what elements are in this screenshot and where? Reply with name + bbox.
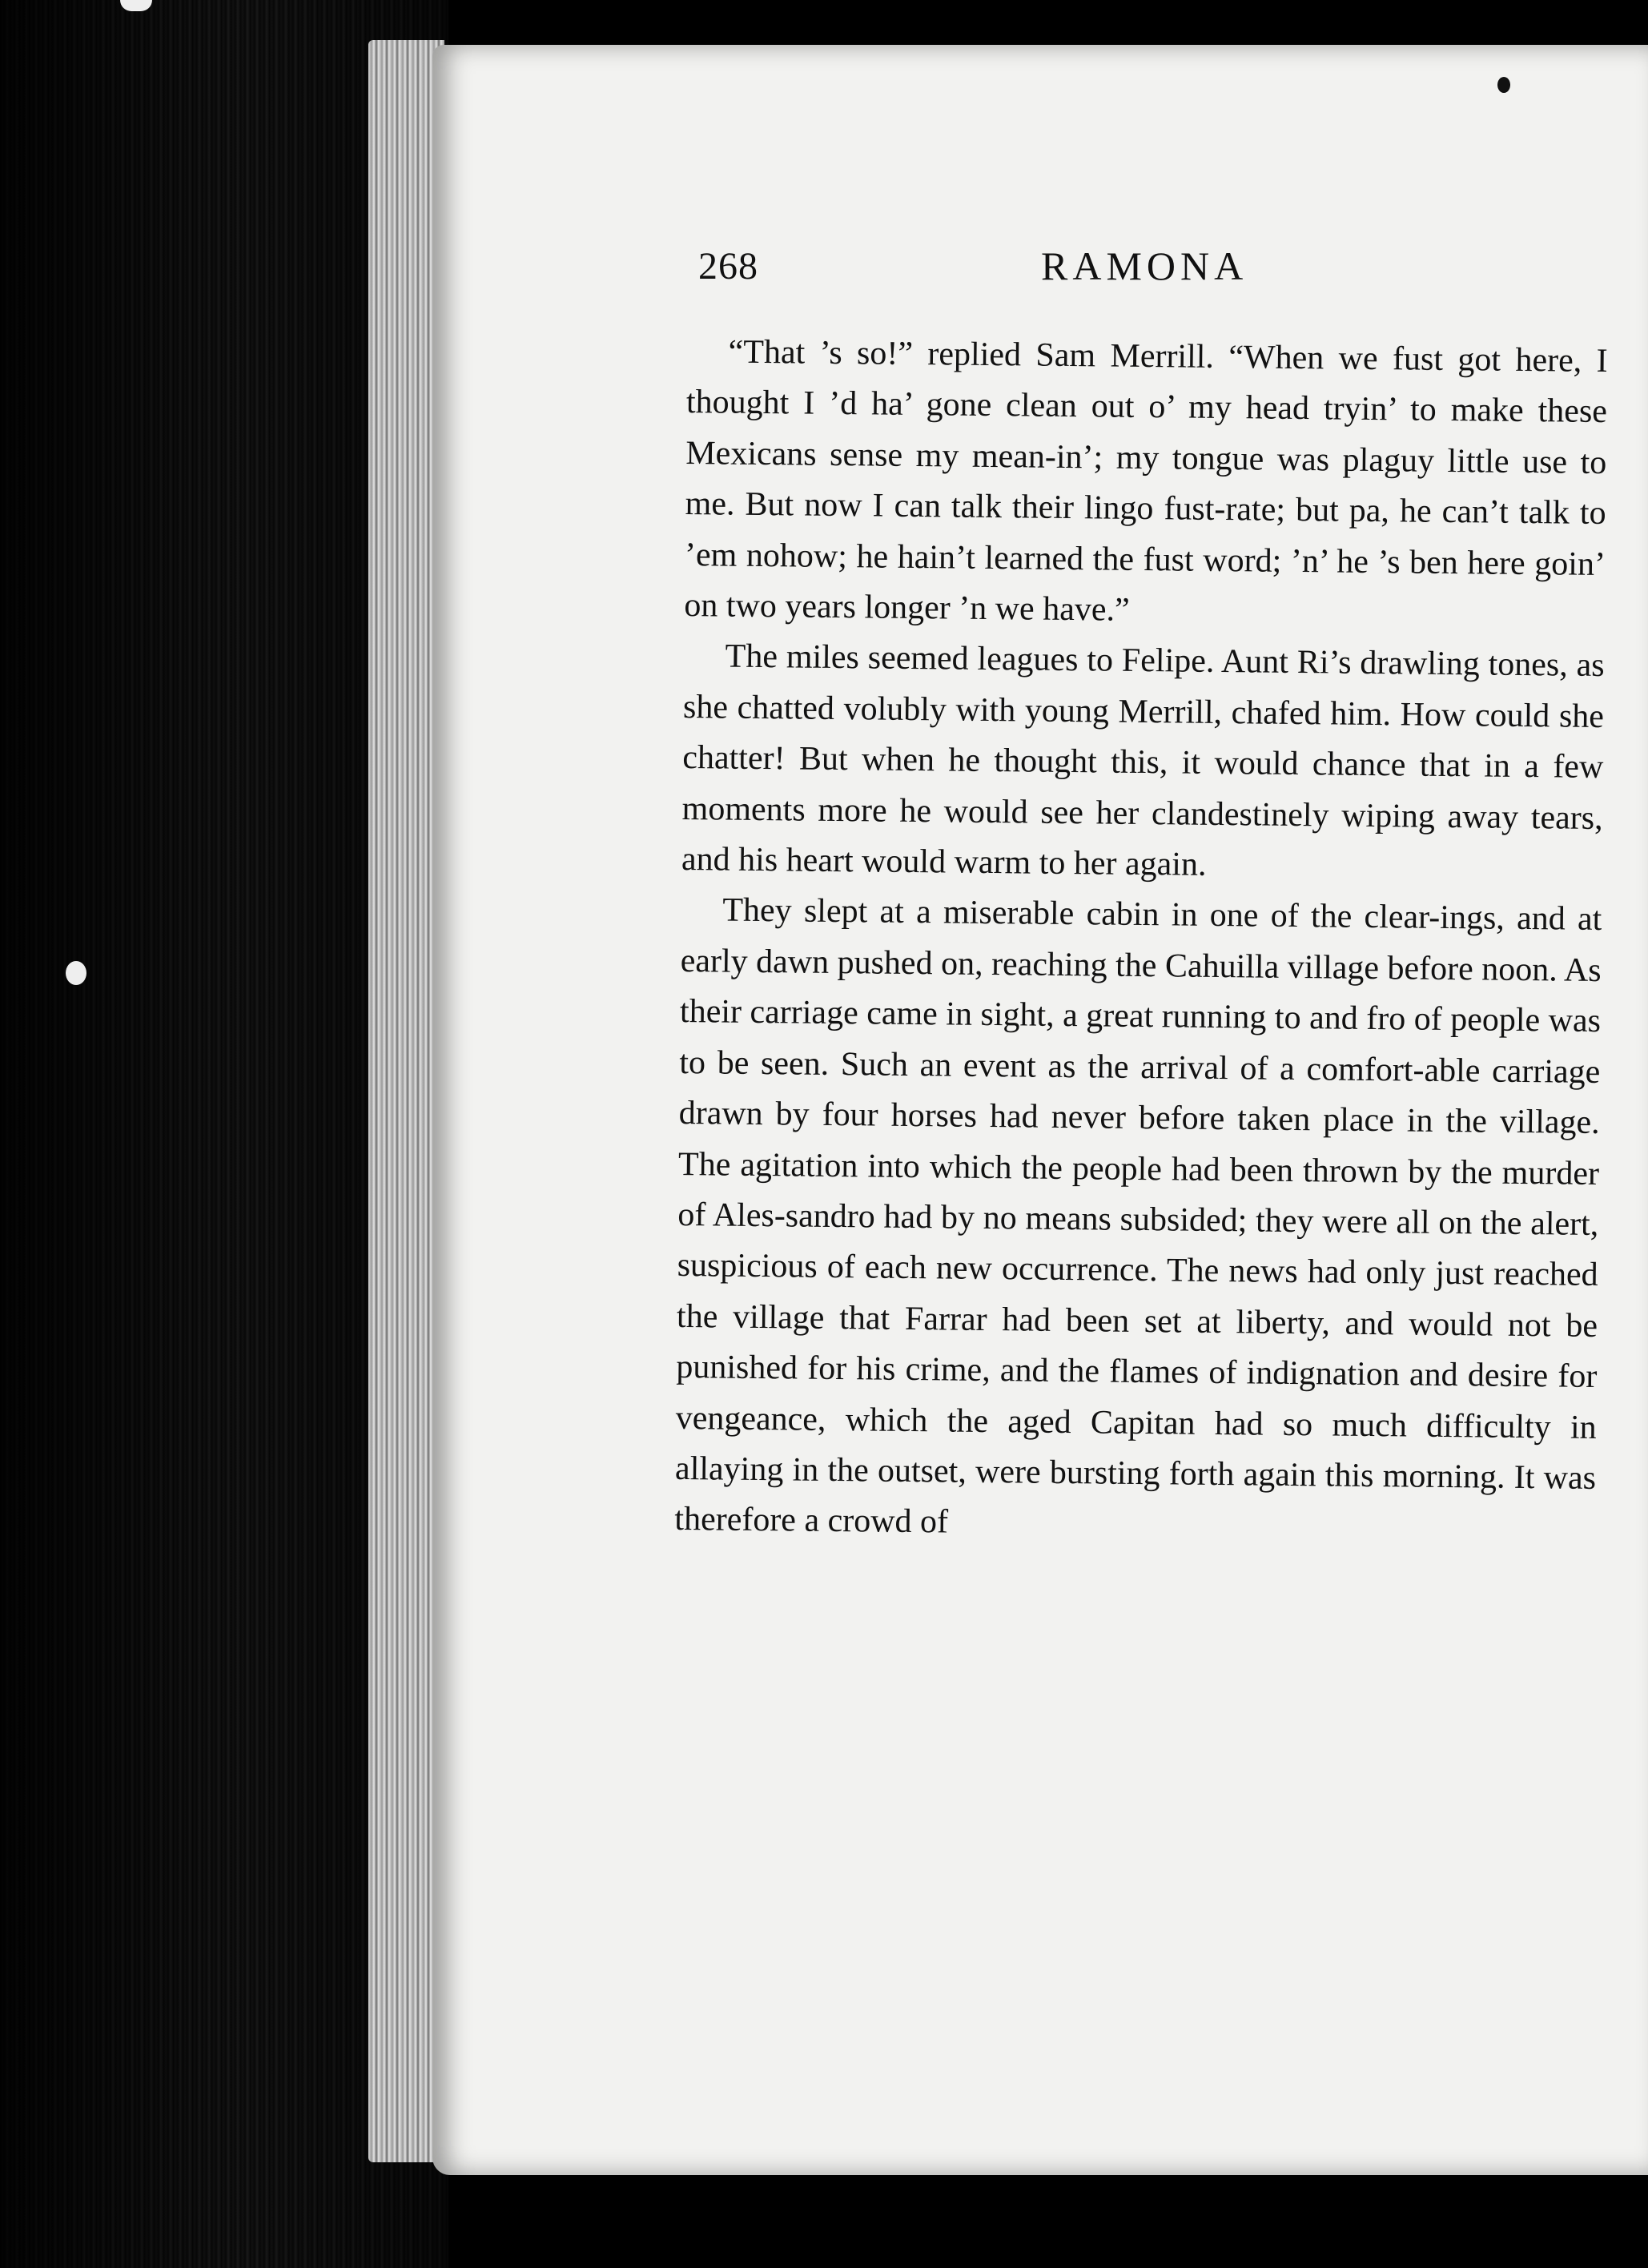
- running-title: RAMONA: [1041, 243, 1248, 288]
- page-number: 268: [698, 245, 758, 288]
- paragraph: “That ’s so!” replied Sam Merrill. “When we fust got here, I thought I ’d ha’ gone clean out o’ my head tryin’ to make these Mexicans sense my mean-in’; my tongue was plaguy little use to me. But now I can talk their lingo fust-rate; but pa, he can’t talk to ’em nohow; he hain’t learned the fust word; ’n’ he ’s ben here goin’ on two years longer ’n we have.”: [684, 333, 1608, 629]
- paragraph: They slept at a miserable cabin in one of the clear-ings, and at early dawn pushed on, reaching the Cahuilla village before noon. As their carriage came in sight, a great running to and fro of people was to be seen. Such an event as the arrival of a comfort-able carriage drawn by four horses had never before taken place in the village. The agitation into which the people had been thrown by the murder of Ales-sandro had by no means subsided; they were all on the alert, suspicious of each new occurrence. The news had only just reached the village that Farrar had been set at liberty, and would not be punished for his crime, and the flames of indignation and desire for vengeance, which the aged Capitan had so much difficulty in allaying in the outset, were bursting forth again this morning. It was therefore a crowd of: [674, 891, 1602, 1541]
- page-header: [698, 244, 1571, 308]
- dust-speck: [66, 961, 86, 985]
- body-text: [674, 327, 1608, 1555]
- ink-dot: [1497, 77, 1510, 93]
- paragraph: The miles seemed leagues to Felipe. Aunt Ri’s drawling tones, as she chatted volubly with young Merrill, chafed him. How could she chatter! But when he thought this, it would chance that in a few moments more he would see her clandestinely wiping away tears, and his heart would warm to her again.: [681, 637, 1605, 883]
